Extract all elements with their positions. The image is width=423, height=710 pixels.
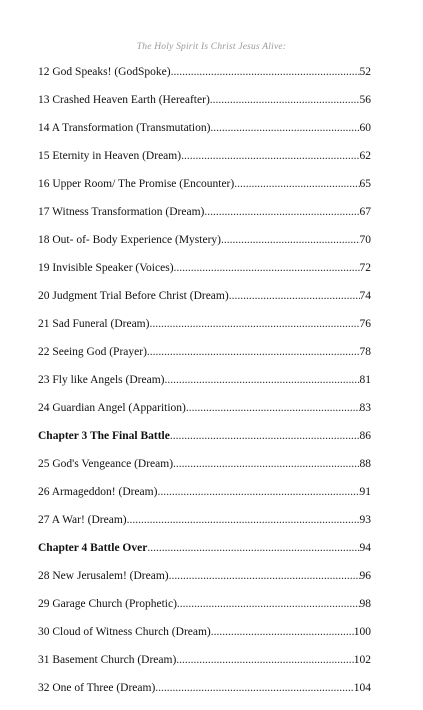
toc-entry xyxy=(38,402,371,430)
toc-entry-title: 32 One of Three (Dream) xyxy=(38,682,156,694)
toc-entry-title: 28 New Jerusalem! (Dream) xyxy=(38,570,169,582)
toc-page-number: 52 xyxy=(359,66,371,78)
toc-entry-title: 27 A War! (Dream) xyxy=(38,514,127,526)
toc-dot-leader xyxy=(127,514,360,526)
toc-dot-leader xyxy=(211,626,354,638)
toc-entry xyxy=(38,598,371,626)
toc-dot-leader xyxy=(171,66,360,78)
toc-dot-leader xyxy=(177,598,360,610)
toc-entry-title: 16 Upper Room/ The Promise (Encounter) xyxy=(38,178,235,190)
toc-page-number: 56 xyxy=(359,94,371,106)
toc-page-number: 81 xyxy=(359,374,371,386)
toc-page-number: 76 xyxy=(359,318,371,330)
toc-page-number: 70 xyxy=(359,234,371,246)
toc-page-number: 62 xyxy=(359,150,371,162)
toc-entry-title: 13 Crashed Heaven Earth (Hereafter) xyxy=(38,94,210,106)
toc-entry xyxy=(38,626,371,654)
toc-entry-title: 18 Out- of- Body Experience (Mystery) xyxy=(38,234,221,246)
toc-entry xyxy=(38,178,371,206)
toc-dot-leader xyxy=(210,122,359,134)
toc-entry xyxy=(38,262,371,290)
toc-dot-leader xyxy=(181,150,359,162)
toc-dot-leader xyxy=(147,542,359,554)
toc-entry-title: 26 Armageddon! (Dream) xyxy=(38,486,158,498)
toc-entry-title: Chapter 3 The Final Battle xyxy=(38,430,170,442)
toc-dot-leader xyxy=(155,682,353,694)
toc-page-number: 60 xyxy=(359,122,371,134)
toc-entry-title: 31 Basement Church (Dream) xyxy=(38,654,177,666)
toc-dot-leader xyxy=(157,486,359,498)
toc-dot-leader xyxy=(170,430,360,442)
toc-chapter-heading xyxy=(38,542,371,570)
toc-entry-title: 21 Sad Funeral (Dream) xyxy=(38,318,150,330)
toc-dot-leader xyxy=(169,570,360,582)
toc-entry-title: 15 Eternity in Heaven (Dream) xyxy=(38,150,182,162)
toc-page-number: 102 xyxy=(353,654,371,666)
toc-entry-title: 22 Seeing God (Prayer) xyxy=(38,346,147,358)
toc-dot-leader xyxy=(149,318,359,330)
toc-entry-title: Chapter 4 Battle Over xyxy=(38,542,148,554)
table-of-contents xyxy=(38,66,371,710)
toc-dot-leader xyxy=(204,206,359,218)
toc-entry xyxy=(38,290,371,318)
toc-entry xyxy=(38,66,371,94)
toc-entry xyxy=(38,682,371,710)
toc-entry-title: 25 God's Vengeance (Dream) xyxy=(38,458,174,470)
toc-page-number: 100 xyxy=(353,626,371,638)
toc-page-number: 65 xyxy=(359,178,371,190)
toc-page-number: 78 xyxy=(359,346,371,358)
toc-dot-leader xyxy=(221,234,360,246)
toc-entry xyxy=(38,514,371,542)
toc-entry xyxy=(38,122,371,150)
toc-page-number: 72 xyxy=(359,262,371,274)
toc-entry-title: 17 Witness Transformation (Dream) xyxy=(38,206,205,218)
toc-entry xyxy=(38,458,371,486)
toc-dot-leader xyxy=(173,458,359,470)
toc-dot-leader xyxy=(164,374,359,386)
toc-page-number: 94 xyxy=(359,542,371,554)
toc-entry-title: 23 Fly like Angels (Dream) xyxy=(38,374,165,386)
toc-entry-title: 19 Invisible Speaker (Voices) xyxy=(38,262,174,274)
toc-entry xyxy=(38,346,371,374)
toc-entry-title: 24 Guardian Angel (Apparition) xyxy=(38,402,186,414)
toc-entry xyxy=(38,150,371,178)
toc-entry xyxy=(38,570,371,598)
toc-entry xyxy=(38,234,371,262)
toc-chapter-heading xyxy=(38,430,371,458)
toc-entry xyxy=(38,486,371,514)
toc-dot-leader xyxy=(234,178,359,190)
toc-page-number: 83 xyxy=(359,402,371,414)
toc-page-number: 74 xyxy=(359,290,371,302)
toc-page-number: 104 xyxy=(353,682,371,694)
toc-page-number: 98 xyxy=(359,598,371,610)
toc-page-number: 96 xyxy=(359,570,371,582)
toc-entry-title: 20 Judgment Trial Before Christ (Dream) xyxy=(38,290,229,302)
toc-dot-leader xyxy=(186,402,360,414)
toc-dot-leader xyxy=(147,346,360,358)
toc-page-number: 86 xyxy=(359,430,371,442)
toc-entry xyxy=(38,94,371,122)
toc-entry xyxy=(38,374,371,402)
toc-page-number: 91 xyxy=(359,486,371,498)
toc-page-number: 67 xyxy=(359,206,371,218)
toc-entry xyxy=(38,654,371,682)
toc-dot-leader xyxy=(174,262,360,274)
toc-page-number: 93 xyxy=(359,514,371,526)
toc-dot-leader xyxy=(176,654,353,666)
toc-entry-title: 30 Cloud of Witness Church (Dream) xyxy=(38,626,211,638)
running-head: The Holy Spirit Is Christ Jesus Alive: xyxy=(136,42,287,52)
toc-entry xyxy=(38,318,371,346)
toc-entry-title: 14 A Transformation (Transmutation) xyxy=(38,122,211,134)
toc-dot-leader xyxy=(229,290,360,302)
toc-entry xyxy=(38,206,371,234)
toc-page-number: 88 xyxy=(359,458,371,470)
toc-entry-title: 12 God Speaks! (GodSpoke) xyxy=(38,66,171,78)
toc-entry-title: 29 Garage Church (Prophetic) xyxy=(38,598,177,610)
toc-dot-leader xyxy=(210,94,360,106)
